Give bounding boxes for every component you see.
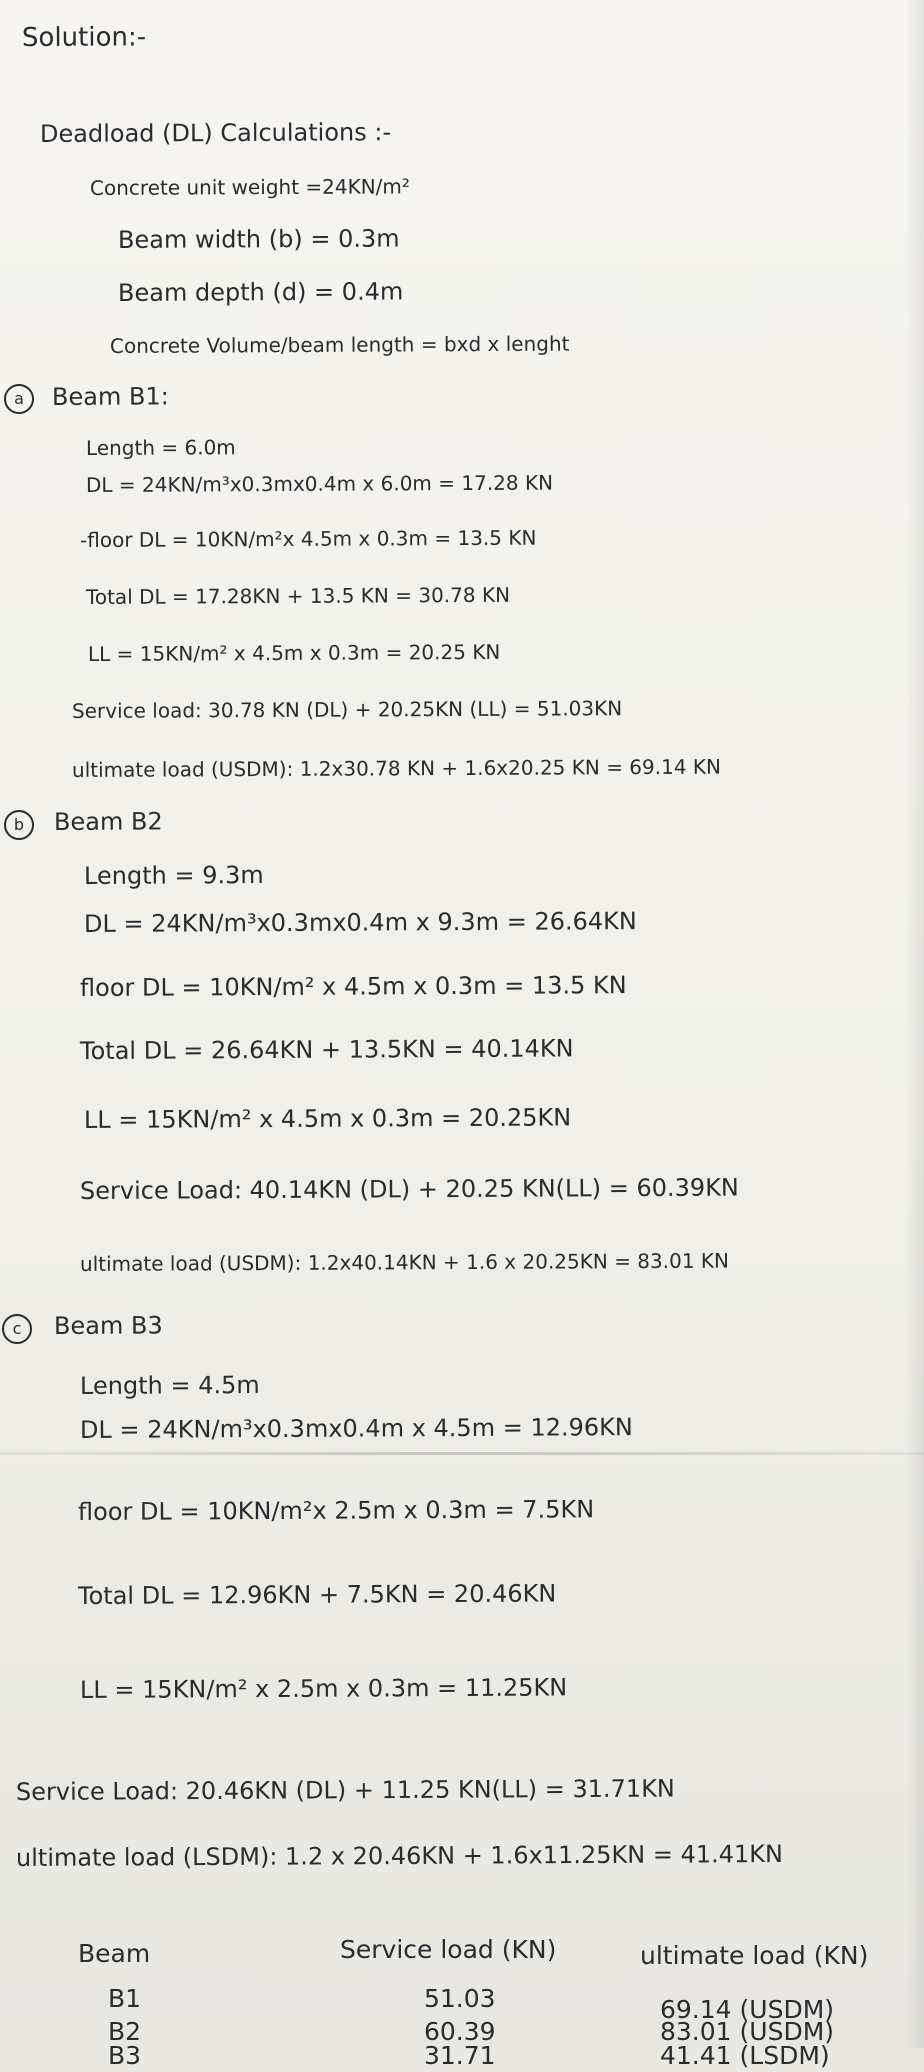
b1-dl: DL = 24KN/m³x0.3mx0.4m x 6.0m = 17.28 KN xyxy=(85,470,554,497)
summary-row-b3-ultimate: 41.41 (LSDM) xyxy=(660,2041,830,2070)
marker-b: b xyxy=(4,810,34,840)
summary-row-b2-service: 60.39 xyxy=(424,2017,496,2046)
b2-service-load: Service Load: 40.14KN (DL) + 20.25 KN(LL) = 60.39KN xyxy=(79,1173,739,1205)
summary-header-ultimate: ultimate load (KN) xyxy=(640,1941,869,1970)
volume-formula: Concrete Volume/beam length = bxd x lenght xyxy=(109,331,570,358)
page-edge-shadow xyxy=(906,0,924,2048)
b2-title: Beam B2 xyxy=(53,807,163,836)
b2-floor-dl: floor DL = 10KN/m² x 4.5m x 0.3m = 13.5 KN xyxy=(79,971,627,1002)
b2-total-dl: Total DL = 26.64KN + 13.5KN = 40.14KN xyxy=(79,1034,574,1065)
summary-header-beam: Beam xyxy=(78,1939,151,1968)
b2-ultimate-load: ultimate load (USDM): 1.2x40.14KN + 1.6 x 20.25KN = 83.01 KN xyxy=(79,1248,730,1276)
summary-header-service: Service load (KN) xyxy=(340,1935,557,1964)
summary-row-b1-beam: B1 xyxy=(108,1984,142,2013)
unit-weight: Concrete unit weight =24KN/m² xyxy=(89,174,410,200)
b1-ll: LL = 15KN/m² x 4.5m x 0.3m = 20.25 KN xyxy=(87,639,501,666)
summary-row-b2-ultimate: 83.01 (USDM) xyxy=(660,2017,835,2046)
b1-total-dl: Total DL = 17.28KN + 13.5 KN = 30.78 KN xyxy=(85,582,511,609)
marker-a: a xyxy=(4,384,34,414)
b3-total-dl: Total DL = 12.96KN + 7.5KN = 20.46KN xyxy=(77,1579,557,1610)
beam-width: Beam width (b) = 0.3m xyxy=(117,224,400,254)
b1-service-load: Service load: 30.78 KN (DL) + 20.25KN (LL) = 51.03KN xyxy=(71,696,623,723)
summary-row-b2-beam: B2 xyxy=(108,2017,142,2046)
page-fold xyxy=(0,1452,924,1455)
summary-row-b3-service: 31.71 xyxy=(424,2041,496,2070)
b2-dl: DL = 24KN/m³x0.3mx0.4m x 9.3m = 26.64KN xyxy=(83,907,637,938)
b1-floor-dl: -floor DL = 10KN/m²x 4.5m x 0.3m = 13.5 KN xyxy=(79,525,537,552)
b2-ll: LL = 15KN/m² x 4.5m x 0.3m = 20.25KN xyxy=(83,1103,572,1134)
dl-heading: Deadload (DL) Calculations :- xyxy=(39,118,392,148)
beam-depth: Beam depth (d) = 0.4m xyxy=(117,277,404,307)
summary-row-b1-ultimate: 69.14 (USDM) xyxy=(660,1995,835,2024)
b3-length: Length = 4.5m xyxy=(79,1371,260,1400)
b1-ultimate-load: ultimate load (USDM): 1.2x30.78 KN + 1.6x20.25 KN = 69.14 KN xyxy=(71,754,722,782)
b3-floor-dl: floor DL = 10KN/m²x 2.5m x 0.3m = 7.5KN xyxy=(77,1495,595,1526)
summary-row-b1-service: 51.03 xyxy=(424,1984,496,2013)
b2-length: Length = 9.3m xyxy=(83,861,264,890)
solution-title: Solution:- xyxy=(21,22,147,53)
b3-ll: LL = 15KN/m² x 2.5m x 0.3m = 11.25KN xyxy=(79,1673,568,1704)
b3-service-load: Service Load: 20.46KN (DL) + 11.25 KN(LL) = 31.71KN xyxy=(15,1774,675,1806)
b3-title: Beam B3 xyxy=(53,1311,163,1340)
b1-length: Length = 6.0m xyxy=(85,435,236,460)
b3-dl: DL = 24KN/m³x0.3mx0.4m x 4.5m = 12.96KN xyxy=(79,1413,633,1444)
summary-row-b3-beam: B3 xyxy=(108,2041,142,2070)
b1-title: Beam B1: xyxy=(51,382,169,411)
b3-ultimate-load: ultimate load (LSDM): 1.2 x 20.46KN + 1.6x11.25KN = 41.41KN xyxy=(15,1839,784,1872)
marker-c: c xyxy=(2,1314,32,1344)
